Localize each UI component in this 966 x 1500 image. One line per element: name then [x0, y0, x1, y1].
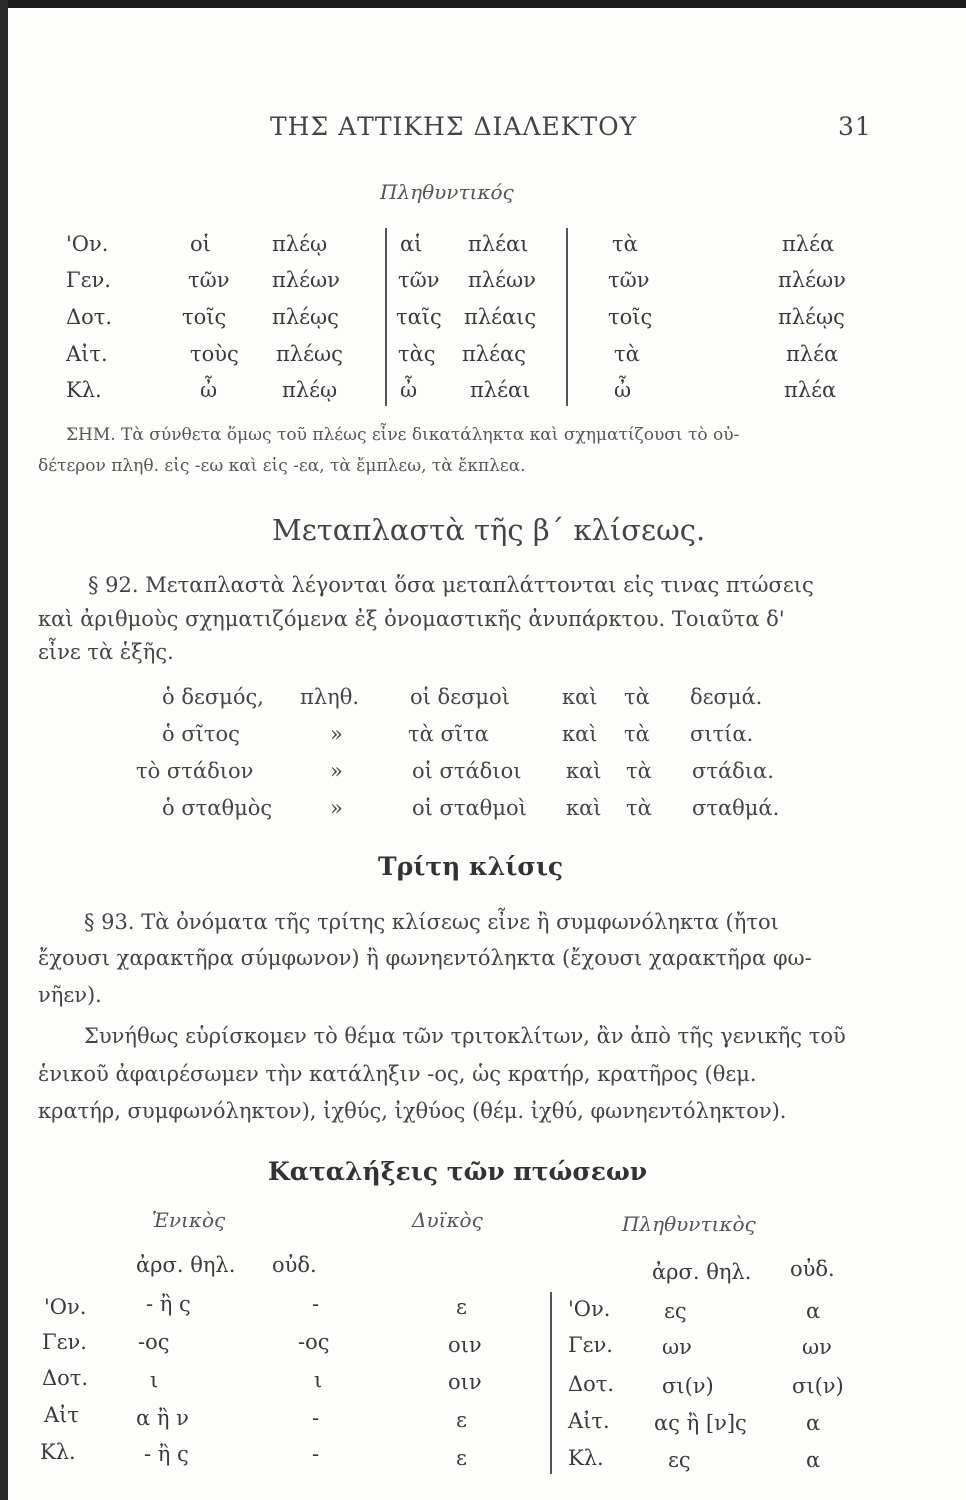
table-cell: τὰ	[614, 342, 640, 366]
paragraph-line: κρατήρ, συμφωνόληκτον), ἰχθύς, ἰχθύος (θέμ. ἰχθύ, φωνηεντόληκτον).	[38, 1099, 787, 1123]
paragraph-line: Συνήθως εὑρίσκομεν τὸ θέμα τῶν τριτοκλίτων, ἂν ἀπὸ τῆς γενικῆς τοῦ	[84, 1024, 846, 1048]
table-cell: τὰς	[398, 342, 436, 366]
table-cell: -ος	[138, 1330, 170, 1354]
table-cell: α	[806, 1299, 821, 1323]
table-cell: πλέῳς	[778, 305, 845, 329]
table-cell: ε	[456, 1408, 467, 1432]
case-label: Αἰτ	[44, 1403, 80, 1427]
example-word: τὰ	[624, 722, 650, 746]
example-word: καὶ	[562, 722, 598, 746]
example-word: »	[330, 722, 343, 746]
table-cell: πλέως	[276, 342, 343, 366]
table-cell: - ἢ ς	[144, 1442, 189, 1466]
example-word: οἱ σταθμοὶ	[412, 796, 527, 820]
table-cell: πλέων	[272, 268, 340, 292]
table-cell: πλέα	[784, 378, 837, 402]
table-cell: ες	[664, 1299, 687, 1323]
table-cell: πλέῳ	[282, 378, 338, 402]
table-cell: πλέων	[468, 268, 536, 292]
section-title: Τρίτη κλίσις	[378, 852, 564, 881]
table-divider	[566, 228, 568, 406]
paragraph-line: καὶ ἀριθμοὺς σχηματιζόμενα ἐξ ὀνομαστικῆς ἀνυπάρκτου. Τοιαῦτα δ'	[38, 607, 785, 631]
case-label: Κλ.	[66, 378, 102, 402]
column-heading: Πληθυντικὸς	[622, 1212, 756, 1236]
paragraph-line: νῆεν).	[38, 983, 102, 1007]
table-title: Καταλήξεις τῶν πτώσεων	[268, 1157, 648, 1186]
case-label: Γεν.	[568, 1333, 613, 1357]
table-cell: πλέα	[786, 342, 839, 366]
paragraph-line: § 92. Μεταπλαστὰ λέγονται ὅσα μεταπλάττονται εἰς τινας πτώσεις	[88, 573, 814, 597]
table-cell: α ἢ ν	[136, 1406, 189, 1430]
case-label: 'Ον.	[568, 1297, 611, 1321]
case-label: 'Ον.	[66, 232, 109, 256]
paragraph-line: ἑνικοῦ ἀφαιρέσωμεν τὴν κατάληξιν -ος, ὡς κρατήρ, κρατῆρος (θεμ.	[38, 1062, 757, 1086]
case-label: Γεν.	[66, 268, 111, 292]
table-cell: τὰ	[612, 232, 638, 256]
table-cell: πλέῳς	[272, 305, 339, 329]
case-label: Δοτ.	[66, 305, 113, 329]
case-label: Κλ.	[40, 1440, 76, 1464]
subheading-neut: οὐδ.	[790, 1257, 835, 1281]
example-word: καὶ	[562, 685, 598, 709]
example-word: δεσμά.	[690, 685, 763, 709]
table-cell: σι(ν)	[792, 1374, 844, 1398]
subheading-neut: οὐδ.	[272, 1253, 317, 1277]
case-label: Δοτ.	[42, 1366, 89, 1390]
example-word: καὶ	[566, 759, 602, 783]
table-cell: ας ἢ [ν]ς	[654, 1411, 747, 1435]
table-cell: ὦ	[614, 378, 632, 402]
example-word: καὶ	[566, 796, 602, 820]
table-cell: πλέων	[778, 268, 846, 292]
case-label: Κλ.	[568, 1446, 604, 1470]
subheading-masc-fem: ἀρσ. θηλ.	[136, 1253, 236, 1277]
note-line: δέτερον πληθ. εἰς -εω καὶ εἰς -εα, τὰ ἔμπλεω, τὰ ἔκπλεα.	[38, 456, 526, 476]
example-word: »	[330, 759, 343, 783]
example-word: τὰ	[626, 759, 652, 783]
case-label: Αἰτ.	[66, 342, 108, 366]
case-label: Δοτ.	[568, 1372, 615, 1396]
table-cell: ι	[150, 1368, 159, 1392]
table-cell: πλέα	[782, 232, 835, 256]
table-cell: -	[312, 1292, 320, 1316]
table-cell: ι	[314, 1368, 323, 1392]
table-cell: ε	[456, 1295, 467, 1319]
table-cell: τῶν	[608, 268, 650, 292]
running-header: ΤΗΣ ΑΤΤΙΚΗΣ ΔΙΑΛΕΚΤΟΥ	[270, 112, 638, 141]
example-word: σιτία.	[690, 722, 754, 746]
paragraph-line: ἔχουσι χαρακτῆρα σύμφωνον) ἢ φωνηεντόληκτα (ἔχουσι χαρακτῆρα φω-	[38, 946, 812, 970]
table-cell: ταῖς	[396, 305, 442, 329]
table-cell: ων	[802, 1335, 832, 1359]
note-line: ΣΗΜ. Τὰ σύνθετα ὅμως τοῦ πλέως εἶνε δικατάληκτα καὶ σχηματίζουσι τὸ οὐ-	[66, 425, 740, 445]
table-cell: πλέας	[462, 342, 526, 366]
table-cell: πλέαις	[464, 305, 537, 329]
scan-border-left	[0, 0, 8, 1500]
example-word: πληθ.	[300, 685, 360, 709]
example-word: οἱ στάδιοι	[412, 759, 522, 783]
table-cell: α	[806, 1411, 821, 1435]
table-cell: οἱ	[190, 232, 211, 256]
table-cell: τοῖς	[608, 305, 653, 329]
table-cell: α	[806, 1448, 821, 1472]
example-word: ὁ σῖτος	[162, 722, 240, 746]
case-label: Γεν.	[42, 1330, 87, 1354]
example-word: »	[330, 796, 343, 820]
example-word: στάδια.	[692, 759, 774, 783]
table-cell: οιν	[448, 1333, 482, 1357]
table-cell: οιν	[448, 1370, 482, 1394]
table-cell: -	[312, 1406, 320, 1430]
example-word: τὰ σῖτα	[408, 722, 489, 746]
scan-border-top	[0, 0, 966, 8]
table-cell: σι(ν)	[662, 1374, 714, 1398]
table-cell: πλέῳ	[272, 232, 328, 256]
table-divider	[385, 228, 387, 406]
table-divider	[550, 1292, 552, 1474]
example-word: ὁ σταθμὸς	[162, 796, 273, 820]
case-label: Αἰτ.	[568, 1409, 610, 1433]
page-number: 31	[838, 112, 872, 141]
table-cell: -ος	[298, 1330, 330, 1354]
table-cell: ὦ	[400, 378, 418, 402]
table-cell: πλέαι	[468, 232, 529, 256]
plural-heading: Πληθυντικός	[380, 180, 514, 204]
example-word: ὁ δεσμός,	[162, 685, 264, 709]
table-cell: - ἢ ς	[146, 1292, 191, 1316]
example-word: τὰ	[624, 685, 650, 709]
table-cell: τοὺς	[190, 342, 239, 366]
table-cell: ὦ	[200, 378, 218, 402]
example-word: τὰ	[626, 796, 652, 820]
column-heading: Ἑνικὸς	[152, 1208, 226, 1232]
table-cell: πλέαι	[470, 378, 531, 402]
example-word: οἱ δεσμοὶ	[410, 685, 510, 709]
table-cell: ων	[662, 1335, 692, 1359]
table-cell: ε	[456, 1446, 467, 1470]
table-cell: τῶν	[398, 268, 440, 292]
column-heading: Δυϊκὸς	[412, 1208, 483, 1232]
table-cell: τοῖς	[182, 305, 227, 329]
table-cell: ες	[668, 1448, 691, 1472]
case-label: 'Ον.	[44, 1295, 87, 1319]
example-word: σταθμά.	[692, 796, 780, 820]
table-cell: -	[312, 1442, 320, 1466]
table-cell: αἱ	[400, 232, 423, 256]
section-title: Μεταπλαστὰ τῆς β΄ κλίσεως.	[272, 513, 706, 547]
example-word: τὸ στάδιον	[136, 759, 254, 783]
table-cell: τῶν	[188, 268, 230, 292]
paragraph-line: εἶνε τὰ ἑξῆς.	[38, 640, 174, 664]
subheading-masc-fem: ἀρσ. θηλ.	[652, 1260, 752, 1284]
paragraph-line: § 93. Τὰ ὀνόματα τῆς τρίτης κλίσεως εἶνε ἢ συμφωνόληκτα (ἤτοι	[84, 910, 779, 934]
